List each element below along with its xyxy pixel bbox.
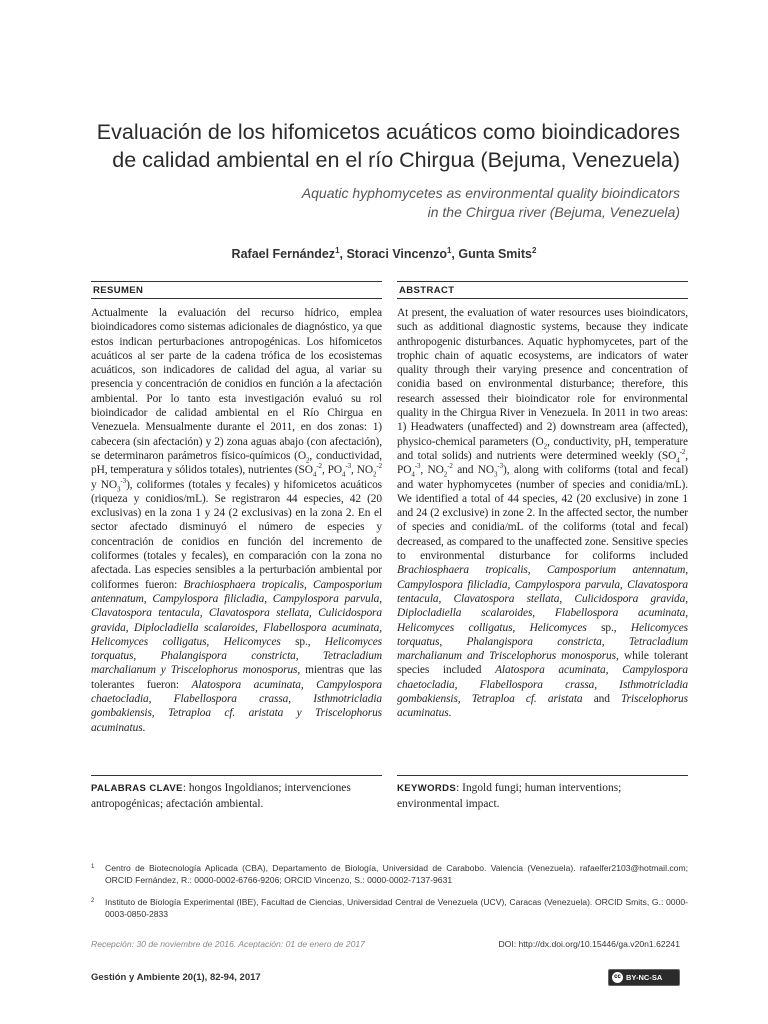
- keywords-en-label: KEYWORDS: [397, 783, 457, 794]
- author-sep: ,: [339, 247, 347, 262]
- resumen-heading: RESUMEN: [91, 281, 382, 299]
- footnotes: [91, 862, 688, 930]
- title-line-2: de calidad ambiental en el río Chirgua (Bejuma, Venezuela): [112, 148, 680, 172]
- subtitle-line-1: Aquatic hyphomycetes as environmental quality bioindicators: [301, 185, 680, 201]
- paper-subtitle: [120, 184, 680, 222]
- author-1: Rafael Fernández: [231, 247, 336, 262]
- keywords-en: [397, 775, 688, 811]
- footnote-number: 2: [91, 897, 95, 904]
- resumen-column: [91, 281, 382, 735]
- author-2-affil: 1: [446, 246, 452, 255]
- abstract-column: [397, 281, 688, 721]
- paper-title: [40, 118, 680, 174]
- reception-dates: Recepción: 30 de noviembre de 2016. Aceptación: 01 de enero de 2017: [91, 939, 365, 949]
- author-list: [0, 246, 768, 261]
- doi-link[interactable]: DOI: http://dx.doi.org/10.15446/ga.v20n1.62241: [498, 939, 680, 949]
- footnote: [91, 896, 688, 921]
- license-label: BY-NC-SA: [626, 973, 663, 982]
- footnote-text: Centro de Biotecnología Aplicada (CBA), Departamento de Biología, Universidad de Carabobo. Valencia (Venezuela). rafaelfer2103@hotmail.com; ORCID Fernández, R.: 0000-0002-6766-9206; ORCID Vincenzo, S.: 0000-0002-7137-9631: [105, 863, 688, 886]
- author-3: Gunta Smits: [458, 247, 532, 262]
- footnote: [91, 862, 688, 887]
- cc-license-badge[interactable]: [608, 969, 680, 986]
- author-sep: ,: [451, 247, 459, 262]
- abstract-heading: ABSTRACT: [397, 281, 688, 299]
- resumen-text: Actualmente la evaluación del recurso hídrico, emplea bioindicadores como sistemas adicionales de diagnóstico, ya que estos indican perturbaciones antropogénicas. Los hifomicetos acuáticos al ser parte de la cadena trófica de los ecosistemas acuáticos, son indicadores de calidad del agua, al variar su presencia y concentración de conidios en función a la afectación ambiental. Por lo tanto esta investigación evaluó su rol bioindicador de calidad ambiental en el Río Chirgua en Venezuela. Mensualmente durante el 2011, en dos zonas: 1) cabecera (sin afectación) y 2) zona aguas abajo (con afectación), se determinaron parámetros físico-químicos ($O_2$, conductividad, pH, temperatura y sólidos totales), nutrientes ($SO_4^{-2}$, $PO_4^{-3}$, $NO_2^{-2}$ y $NO_3^{-3}$), coliformes (totales y fecales) y hifomicetos acuáticos (riqueza y conidios/mL). Se registraron 44 especies, 42 (20 exclusivas) en la zona 1 y 24 (2 exclusivas) en la zona 2. En el sector afectado disminuyó el número de especies y concentración de conidios en función del incremento de coliformes (totales y fecales), en comparación con la zona no afectada. Las especies sensibles a la perturbación ambiental por coliformes fueron: Brachiosphaera tropicalis, Camposporium antennatum, Campylospora filicladia, Campylospora parvula, Clavatospora tentacula, Clavatospora stellata, Culicidospora gravida, Diplocladiella scalaroides, Flabellospora acuminata, Helicomyces colligatus, Helicomyces sp., Helicomyces torquatus, Phalangispora constricta, Tetracladium marchalianum y Triscelophorus monosporus, mientras que las tolerantes fueron: Alatospora acuminata, Campylospora chaetocladia, Flabellospora crassa, Isthmotricladia gombakiensis, Tetraploa cf. aristata y Triscelophorus acuminatus.: [91, 307, 382, 734]
- keywords-es-label: PALABRAS CLAVE: [91, 783, 183, 794]
- subtitle-line-2: in the Chirgua river (Bejuma, Venezuela): [427, 204, 680, 220]
- author-1-affil: 1: [335, 246, 340, 255]
- keywords-es: [91, 775, 382, 811]
- footnote-text: Instituto de Biología Experimental (IBE), Facultad de Ciencias, Universidad Central de Venezuela (UCV), Caracas (Venezuela). ORCID Smits, G.: 0000-0003-0850-2833: [105, 896, 688, 920]
- footnote-number: 1: [91, 864, 95, 870]
- creative-commons-icon: cc: [612, 972, 623, 983]
- keywords-en-text: : Ingold fungi; human interventions; environmental impact.: [397, 782, 622, 810]
- abstract-text: At present, the evaluation of water resources uses bioindicators, such as additional diagnostic systems, because they indicate anthropogenic disturbances. Aquatic hyphomycetes, part of the trophic chain of aquatic ecosystems, are indicators of water quality through their varying presence and concentration of conidia based on environmental disturbance; therefore, this research assessed their bioindicator role for environmental quality in the Chirgua River in Venezuela. In 2011 in two areas: 1) Headwaters (unaffected) and 2) downstream area (affected), physico-chemical parameters ($O_2$, conductivity, pH, temperature and total solids) and nutrients were determined weekly ($SO_4^{-2}$, $PO_4^{-3}$, $NO_2^{-2}$ and $NO_3^{-3}$), along with coliforms (total and fecal) and water hyphomycetes (number of species and conidia/mL). We identified a total of 44 species, 42 (20 exclusive) in zone 1 and 24 (2 exclusive) in zone 2. In the affected sector, the number of species and conidia/mL of the coliforms (total and fecal) decreased, as compared to the unaffected zone. Sensitive species to environmental disturbance for coliforms included Brachiosphaera tropicalis, Camposporium antennatum, Campylospora filicladia, Campylospora parvula, Clavatospora tentacula, Clavatospora stellata, Culicidospora gravida, Diplocladiella scalaroides, Flabellospora acuminata, Helicomyces colligatus, Helicomyces sp., Helicomyces torquatus, Phalangispora constricta, Tetracladium marchalianum and Triscelophorus monosporus, while tolerant species included Alatospora acuminata, Campylospora chaetocladia, Flabellospora crassa, Isthmotricladia gombakiensis, Tetraploa cf. aristata and Triscelophorus acuminatus.: [397, 307, 689, 720]
- author-2: Storaci Vincenzo: [346, 247, 447, 262]
- journal-citation: Gestión y Ambiente 20(1), 82-94, 2017: [91, 972, 261, 983]
- keywords-es-text: : hongos Ingoldianos; intervenciones antropogénicas; afectación ambiental.: [91, 782, 351, 810]
- title-line-1: Evaluación de los hifomicetos acuáticos como bioindicadores: [96, 120, 680, 144]
- author-3-affil: 2: [532, 246, 537, 255]
